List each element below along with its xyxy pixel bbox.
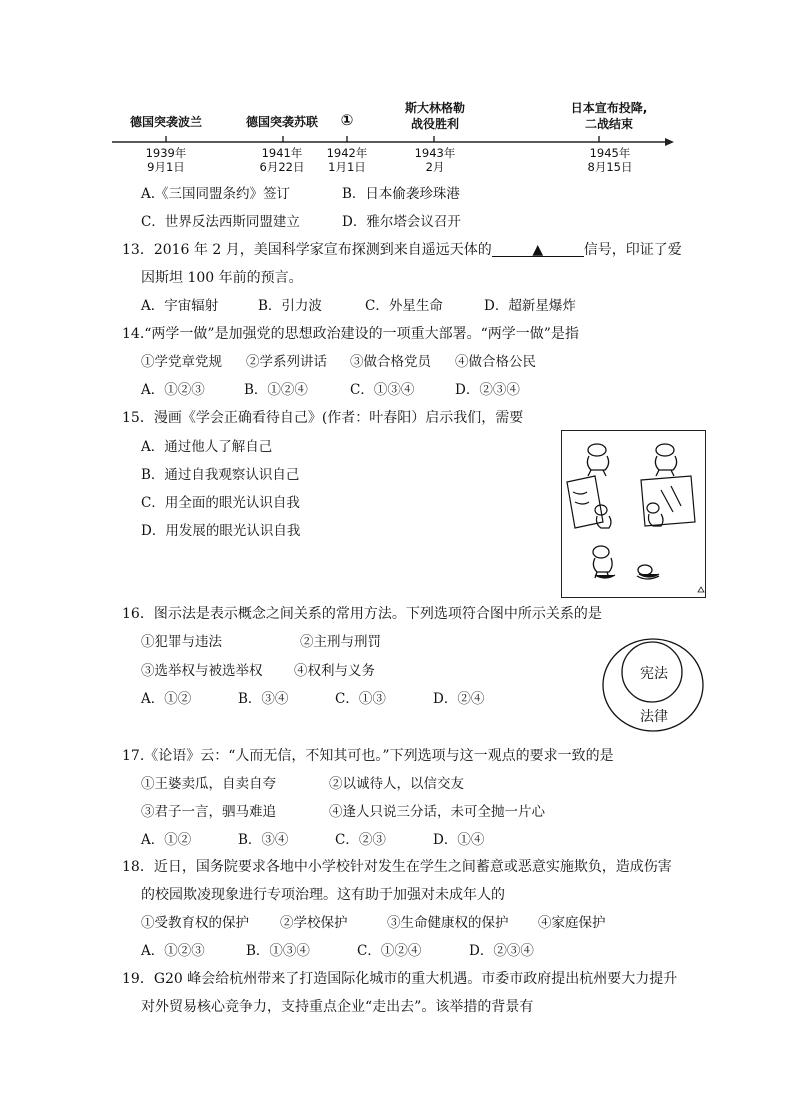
timeline-date-2-day: 6月22日 <box>259 160 305 174</box>
q17-option-b: B．③④ <box>238 832 289 848</box>
q17-option-d: D．①④ <box>433 832 485 848</box>
timeline-event-5-label-line2: 二战结束 <box>584 117 633 131</box>
q17-stem: 17.《论语》云：“人而无信，不知其可也。”下列选项与这一观点的要求一致的是 <box>122 748 614 764</box>
q14-item-3: ③做合格党员 <box>350 354 431 370</box>
q13-option-a: A．宇宙辐射 <box>141 298 219 314</box>
q18-item-3: ③生命健康权的保护 <box>387 915 509 931</box>
q17-option-c: C．②③ <box>335 832 386 848</box>
timeline-date-3-day: 1月1日 <box>328 160 366 174</box>
q12-option-a: A.《三国同盟条约》签订 <box>141 186 291 202</box>
q12-option-d: D．雅尔塔会议召开 <box>342 214 461 230</box>
q17-item-4: ④逢人只说三分话，未可全抛一片心 <box>329 804 545 820</box>
q13-answer-blank <box>492 240 584 257</box>
q13-stem-line2: 因斯坦 100 年前的预言。 <box>141 270 303 286</box>
timeline-event-3-label: ① <box>340 111 354 129</box>
q18-stem-line2: 的校园欺凌现象进行专项治理。这有助于加强对未成年人的 <box>141 887 505 903</box>
q18-item-1: ①受教育权的保护 <box>141 915 249 931</box>
venn-inner-label: 宪法 <box>640 666 668 682</box>
q14-option-b: B．①②④ <box>244 382 308 398</box>
q16-option-b: B．③④ <box>238 691 289 707</box>
q15-option-b: B．通过自我观察认识自己 <box>141 467 300 483</box>
timeline-date-1-year: 1939年 <box>145 146 187 160</box>
q15-option-a: A．通过他人了解自己 <box>141 439 273 455</box>
cartoon-image <box>561 430 706 598</box>
q17-item-2: ②以诚待人，以信交友 <box>329 776 464 792</box>
q13-text-before: 13．2016 年 2 月，美国科学家宣布探测到来自遥远天体的 <box>122 242 492 258</box>
q16-item-2: ②主刑与刑罚 <box>300 634 381 650</box>
q16-option-d: D．②④ <box>433 691 485 707</box>
q18-stem-line1: 18．近日，国务院要求各地中小学校针对发生在学生之间蓄意或恶意实施欺负，造成伤害 <box>122 859 672 875</box>
timeline-event-5-label-line1: 日本宣布投降, <box>570 101 648 115</box>
timeline-date-2-year: 1941年 <box>261 146 303 160</box>
q16-item-1: ①犯罪与违法 <box>141 634 222 650</box>
q14-item-1: ①学党章党规 <box>141 354 222 370</box>
timeline-date-3-year: 1942年 <box>326 146 368 160</box>
q18-option-d: D．②③④ <box>469 943 534 959</box>
q17-option-a: A．①② <box>141 832 192 848</box>
q12-option-b: B．日本偷袭珍珠港 <box>342 186 460 202</box>
q17-item-1: ①王婆卖瓜，自卖自夸 <box>141 776 276 792</box>
q13-option-d: D．超新星爆炸 <box>484 298 576 314</box>
q19-stem-line1: 19．G20 峰会给杭州带来了打造国际化城市的重大机遇。市委市政府提出杭州要大力提升 <box>122 971 678 987</box>
q15-option-d: D．用发展的眼光认识自我 <box>141 523 301 539</box>
q18-item-2: ②学校保护 <box>280 915 348 931</box>
q14-option-a: A．①②③ <box>141 382 205 398</box>
timeline-event-2-label: 德国突袭苏联 <box>245 115 318 129</box>
q18-option-b: B．①③④ <box>246 943 310 959</box>
q14-option-d: D．②③④ <box>455 382 520 398</box>
q18-item-4: ④家庭保护 <box>538 915 606 931</box>
q15-stem: 15．漫画《学会正确看待自己》(作者：叶春阳）启示我们，需要 <box>122 410 524 426</box>
q13-blank-mark: ▲ <box>532 242 544 258</box>
q16-option-c: C．①③ <box>335 691 386 707</box>
q18-option-a: A．①②③ <box>141 943 205 959</box>
timeline-event-4-label-line2: 战役胜利 <box>410 117 459 131</box>
q13-option-b: B．引力波 <box>258 298 322 314</box>
timeline-event-1-label: 德国突袭波兰 <box>129 115 202 129</box>
q14-item-2: ②学系列讲话 <box>246 354 327 370</box>
q12-option-c: C．世界反法西斯同盟建立 <box>141 214 300 230</box>
timeline-date-4-day: 2月 <box>425 160 445 174</box>
timeline-date-4-year: 1943年 <box>414 146 456 160</box>
q14-option-c: C．①③④ <box>350 382 415 398</box>
timeline-date-1-day: 9月1日 <box>147 160 185 174</box>
venn-outer-label: 法律 <box>640 709 668 725</box>
q19-stem-line2: 对外贸易核心竞争力，支持重点企业“走出去”。该举措的背景有 <box>141 999 534 1015</box>
q16-option-a: A．①② <box>141 691 192 707</box>
q15-option-c: C．用全面的眼光认识自我 <box>141 495 300 511</box>
timeline-date-5-year: 1945年 <box>589 146 631 160</box>
q16-stem: 16．图示法是表示概念之间关系的常用方法。下列选项符合图中所示关系的是 <box>122 606 602 622</box>
q13-option-c: C．外星生命 <box>365 298 443 314</box>
timeline-event-4-label-line1: 斯大林格勒 <box>404 101 465 115</box>
q14-stem: 14.“两学一做”是加强党的思想政治建设的一项重大部署。“两学一做”是指 <box>122 326 579 342</box>
q13-stem-line1 <box>122 240 682 260</box>
q16-item-4: ④权利与义务 <box>294 663 375 679</box>
q14-item-4: ④做合格公民 <box>455 354 536 370</box>
q17-item-3: ③君子一言，驷马难追 <box>141 804 276 820</box>
timeline-date-5-day: 8月15日 <box>587 160 633 174</box>
q13-text-after: 信号，印证了爱 <box>583 242 682 258</box>
q18-option-c: C．①②④ <box>357 943 422 959</box>
q16-item-3: ③选举权与被选举权 <box>141 663 263 679</box>
